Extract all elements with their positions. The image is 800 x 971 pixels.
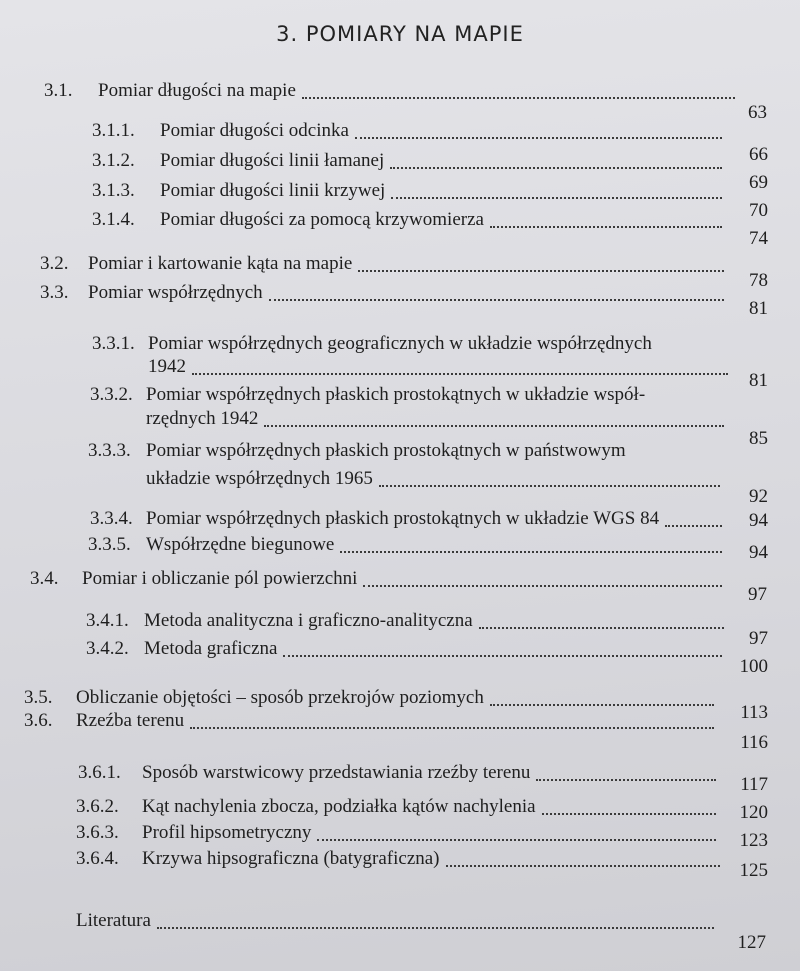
toc-page-number-3-4-1: 97 xyxy=(749,628,768,649)
dot-leader xyxy=(536,779,716,781)
dot-leader xyxy=(317,839,716,841)
toc-title-3-4-1: Metoda analityczna i graficzno-analityczna xyxy=(144,610,473,631)
toc-title-line2-3-3-2: rzędnych 1942 xyxy=(146,408,259,429)
toc-page-number-3-1: 63 xyxy=(748,102,767,123)
dot-leader xyxy=(340,551,722,553)
toc-page-number-3-6-4: 125 xyxy=(739,860,768,881)
toc-number-3-2: 3.2. xyxy=(40,253,69,274)
toc-number-3-3-4: 3.3.4. xyxy=(90,508,133,529)
toc-number-3-4-2: 3.4.2. xyxy=(86,638,129,659)
dot-leader xyxy=(391,197,722,199)
toc-number-3-1-4: 3.1.4. xyxy=(92,209,135,230)
toc-page-number-3-3-2: 85 xyxy=(749,428,768,449)
dot-leader xyxy=(269,299,724,301)
dot-leader xyxy=(157,927,714,929)
toc-page-number-3-6-3: 123 xyxy=(739,830,768,851)
toc-title-line2-3-3-1: 1942 xyxy=(148,356,186,377)
dot-leader xyxy=(190,727,714,729)
toc-title-3-3: Pomiar współrzędnych xyxy=(88,282,263,303)
toc-page-number-3-4-2: 100 xyxy=(739,656,768,677)
toc-title-3-3-3: Pomiar współrzędnych płaskich prostokątnych w państwowym xyxy=(146,440,626,461)
toc-title-3-1-3: Pomiar długości linii krzywej xyxy=(160,180,386,201)
toc-number-3-5: 3.5. xyxy=(24,687,53,708)
toc-page-number-3-3-5: 94 xyxy=(749,542,768,563)
toc-number-3-3-3: 3.3.3. xyxy=(88,440,131,461)
toc-number-3-3: 3.3. xyxy=(40,282,69,303)
toc-number-3-4-1: 3.4.1. xyxy=(86,610,129,631)
dot-leader xyxy=(192,373,728,375)
toc-number-3-6-2: 3.6.2. xyxy=(76,796,119,817)
toc-title-literatura: Literatura xyxy=(76,910,151,931)
toc-page-number-3-2: 78 xyxy=(749,270,768,291)
toc-title-3-6-2: Kąt nachylenia zbocza, podziałka kątów nachylenia xyxy=(142,796,536,817)
toc-title-3-4-2: Metoda graficzna xyxy=(144,638,278,659)
toc-page-number-3-6-2: 120 xyxy=(739,802,768,823)
dot-leader xyxy=(446,865,720,867)
toc-title-3-6: Rzeźba terenu xyxy=(76,710,185,731)
toc-number-3-6-4: 3.6.4. xyxy=(76,848,119,869)
toc-title-3-5: Obliczanie objętości – sposób przekrojów poziomych xyxy=(76,687,484,708)
toc-page-number-3-3: 81 xyxy=(749,298,768,319)
dot-leader xyxy=(479,627,724,629)
dot-leader xyxy=(490,704,714,706)
dot-leader xyxy=(490,226,722,228)
toc-number-3-1-3: 3.1.3. xyxy=(92,180,135,201)
dot-leader xyxy=(302,97,735,99)
toc-title-3-1-1: Pomiar długości odcinka xyxy=(160,120,349,141)
toc-page-number-3-1-1: 66 xyxy=(749,144,768,165)
toc-page-number-3-4: 97 xyxy=(748,584,767,605)
toc-number-3-6: 3.6. xyxy=(24,710,53,731)
toc-title-line2-3-3-3: układzie współrzędnych 1965 xyxy=(146,468,373,489)
dot-leader xyxy=(379,485,720,487)
chapter-title: 3. POMIARY NA MAPIE xyxy=(276,22,524,46)
toc-title-3-1-2: Pomiar długości linii łamanej xyxy=(160,150,385,171)
toc-number-3-3-2: 3.3.2. xyxy=(90,384,133,405)
dot-leader xyxy=(542,813,716,815)
toc-title-3-3-5: Współrzędne biegunowe xyxy=(146,534,335,555)
toc-number-3-1-2: 3.1.2. xyxy=(92,150,135,171)
toc-page-number-3-6-1: 117 xyxy=(740,774,768,795)
toc-title-3-6-3: Profil hipsometryczny xyxy=(142,822,312,843)
toc-page-number-3-1-4: 74 xyxy=(749,228,768,249)
toc-page-number-3-1-2: 69 xyxy=(749,172,768,193)
toc-title-3-1-4: Pomiar długości za pomocą krzywomierza xyxy=(160,209,484,230)
toc-page-number-3-3-3: 92 xyxy=(749,486,768,507)
toc-title-3-3-4: Pomiar współrzędnych płaskich prostokątnych w układzie WGS 84 xyxy=(146,508,660,529)
toc-number-3-1-1: 3.1.1. xyxy=(92,120,135,141)
toc-title-3-1: Pomiar długości na mapie xyxy=(98,80,296,101)
dot-leader xyxy=(665,525,722,527)
dot-leader xyxy=(355,137,722,139)
toc-number-3-1: 3.1. xyxy=(44,80,73,101)
toc-page-number-3-3-4: 94 xyxy=(749,510,768,531)
toc-title-3-6-1: Sposób warstwicowy przedstawiania rzeźby terenu xyxy=(142,762,531,783)
toc-number-3-3-1: 3.3.1. xyxy=(92,333,135,354)
toc-page-number-literatura: 127 xyxy=(737,932,766,953)
dot-leader xyxy=(390,167,722,169)
toc-page-number-3-5: 113 xyxy=(740,702,768,723)
toc-number-3-6-3: 3.6.3. xyxy=(76,822,119,843)
toc-title-3-3-1: Pomiar współrzędnych geograficznych w układzie współrzędnych xyxy=(148,333,652,354)
dot-leader xyxy=(363,585,722,587)
toc-title-3-2: Pomiar i kartowanie kąta na mapie xyxy=(88,253,353,274)
toc-title-3-6-4: Krzywa hipsograficzna (batygraficzna) xyxy=(142,848,440,869)
dot-leader xyxy=(283,655,722,657)
dot-leader xyxy=(358,270,724,272)
toc-page-number-3-1-3: 70 xyxy=(749,200,768,221)
toc-number-3-3-5: 3.3.5. xyxy=(88,534,131,555)
toc-number-3-6-1: 3.6.1. xyxy=(78,762,121,783)
toc-number-3-4: 3.4. xyxy=(30,568,59,589)
toc-page-number-3-3-1: 81 xyxy=(749,370,768,391)
toc-page-number-3-6: 116 xyxy=(740,732,768,753)
toc-title-3-3-2: Pomiar współrzędnych płaskich prostokątnych w układzie współ- xyxy=(146,384,646,405)
dot-leader xyxy=(264,425,724,427)
toc-title-3-4: Pomiar i obliczanie pól powierzchni xyxy=(82,568,358,589)
